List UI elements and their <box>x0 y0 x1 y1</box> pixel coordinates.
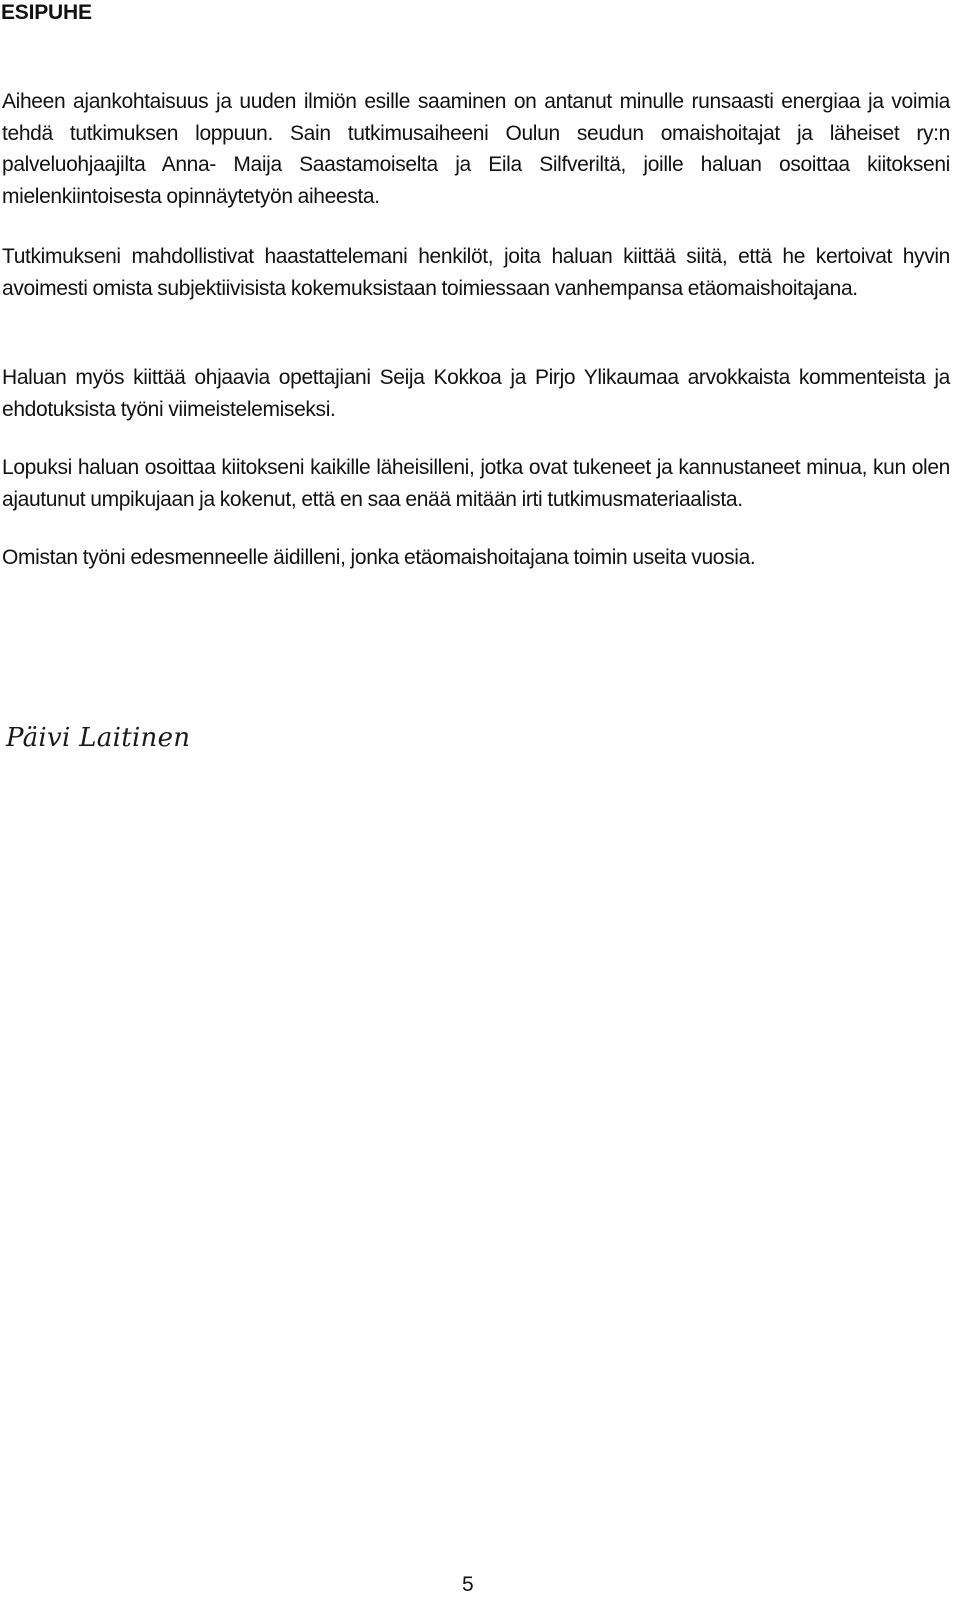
paragraph-loved-ones: Lopuksi haluan osoittaa kiitokseni kaikille läheisilleni, jotka ovat tukeneet ja kannustaneet minua, kun olen ajautunut umpikujaan ja kokenut, että en saa enää mitään irti tutkimusmateriaalista. <box>2 456 950 511</box>
page-number: 5 <box>462 1573 474 1596</box>
paragraph-intro: Aiheen ajankohtaisuus ja uuden ilmiön esille saaminen on antanut minulle runsaasti energiaa ja voimia tehdä tutkimuksen loppuun. Sain tutkimusaiheeni Oulun seudun omaishoitajat ja läheiset ry:n palveluohjaajilta Anna- Maija Saastamoiselta ja Eila Silfveriltä, joille haluan osoittaa kiitokseni mielenkiintoisesta opinnäytetyön aiheesta. <box>2 90 950 208</box>
paragraph-teachers: Haluan myös kiittää ohjaavia opettajiani Seija Kokkoa ja Pirjo Ylikaumaa arvokkaista kommenteista ja ehdotuksista työni viimeistelemiseksi. <box>2 366 950 421</box>
author-signature: Päivi Laitinen <box>6 723 191 753</box>
paragraph-dedication: Omistan työni edesmenneelle äidilleni, jonka etäomaishoitajana toimin useita vuosia. <box>2 546 756 569</box>
paragraph-interviewees: Tutkimukseni mahdollistivat haastattelemani henkilöt, joita haluan kiittää siitä, että he kertoivat hyvin avoimesti omista subjektiivisista kokemuksistaan toimiessaan vanhempansa etäomaishoitajana. <box>2 245 950 300</box>
page-heading: ESIPUHE <box>1 1 92 24</box>
